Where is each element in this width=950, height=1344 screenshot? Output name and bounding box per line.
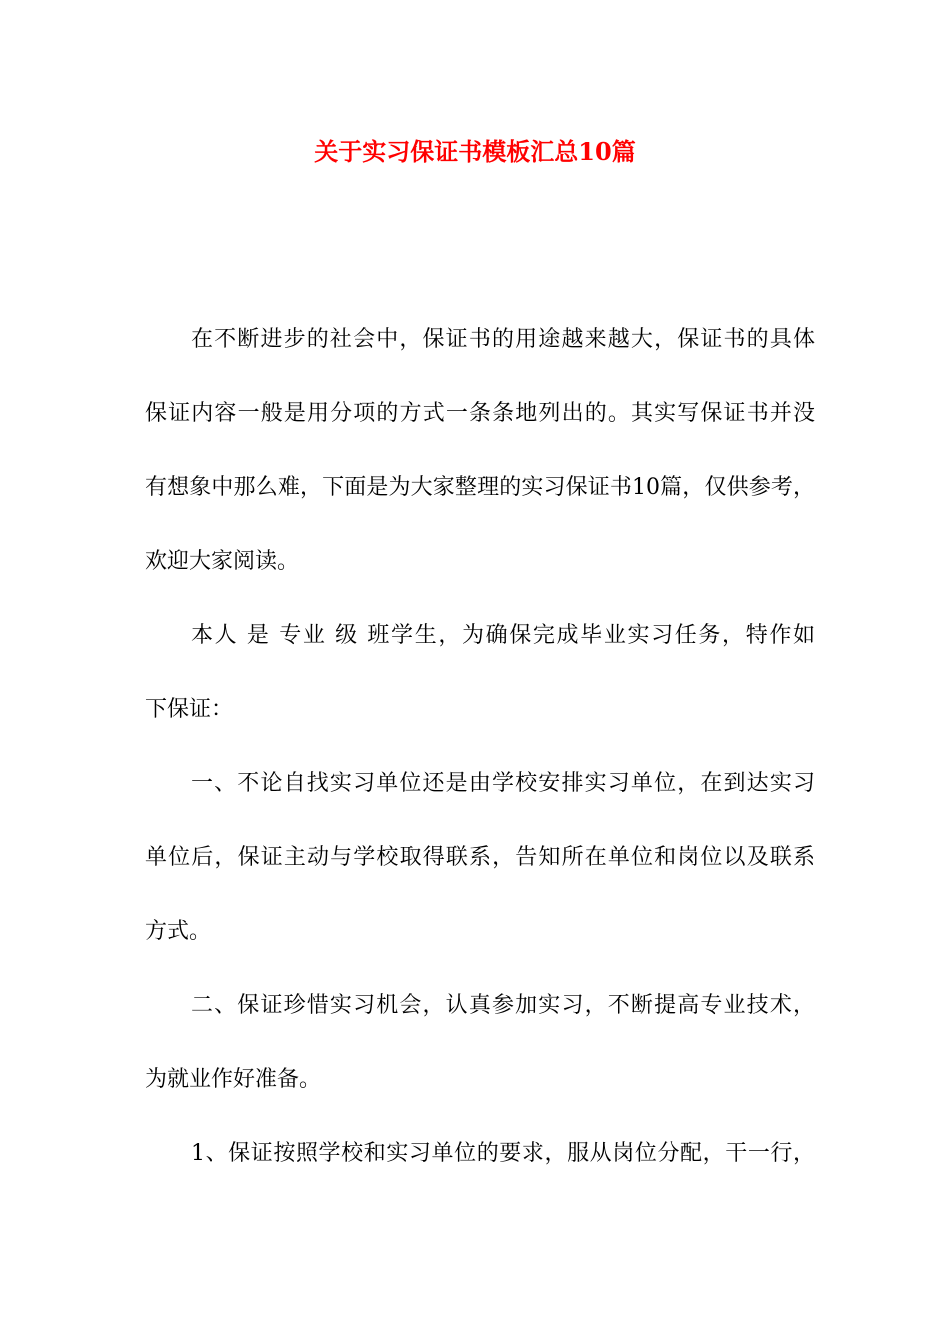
paragraph-line: 欢迎大家阅读。 <box>145 549 300 574</box>
paragraph-line: 保证内容一般是用分项的方式一条条地列出的。其实写保证书并没 <box>145 401 815 426</box>
paragraph-line: 单位后，保证主动与学校取得联系，告知所在单位和岗位以及联系 <box>145 845 815 870</box>
paragraph-line: 在不断进步的社会中，保证书的用途越来越大，保证书的具体 <box>191 327 815 352</box>
paragraph-line: 为就业作好准备。 <box>145 1067 322 1092</box>
paragraph-line: 有想象中那么难，下面是为大家整理的实习保证书10篇，仅供参考， <box>145 475 815 500</box>
document-body <box>145 316 815 1204</box>
paragraph-line: 下保证： <box>145 697 234 722</box>
document-title: 关于实习保证书模板汇总10篇 <box>314 137 636 166</box>
paragraph-line: 一、不论自找实习单位还是由学校安排实习单位，在到达实习 <box>191 771 815 796</box>
paragraph-line: 1、保证按照学校和实习单位的要求，服从岗位分配，干一行， <box>191 1141 815 1166</box>
paragraph-line: 方式。 <box>145 919 212 944</box>
paragraph-line: 本人 是 专业 级 班学生，为确保完成毕业实习任务，特作如 <box>191 623 815 648</box>
paragraph-line: 二、保证珍惜实习机会，认真参加实习，不断提高专业技术， <box>191 993 815 1018</box>
